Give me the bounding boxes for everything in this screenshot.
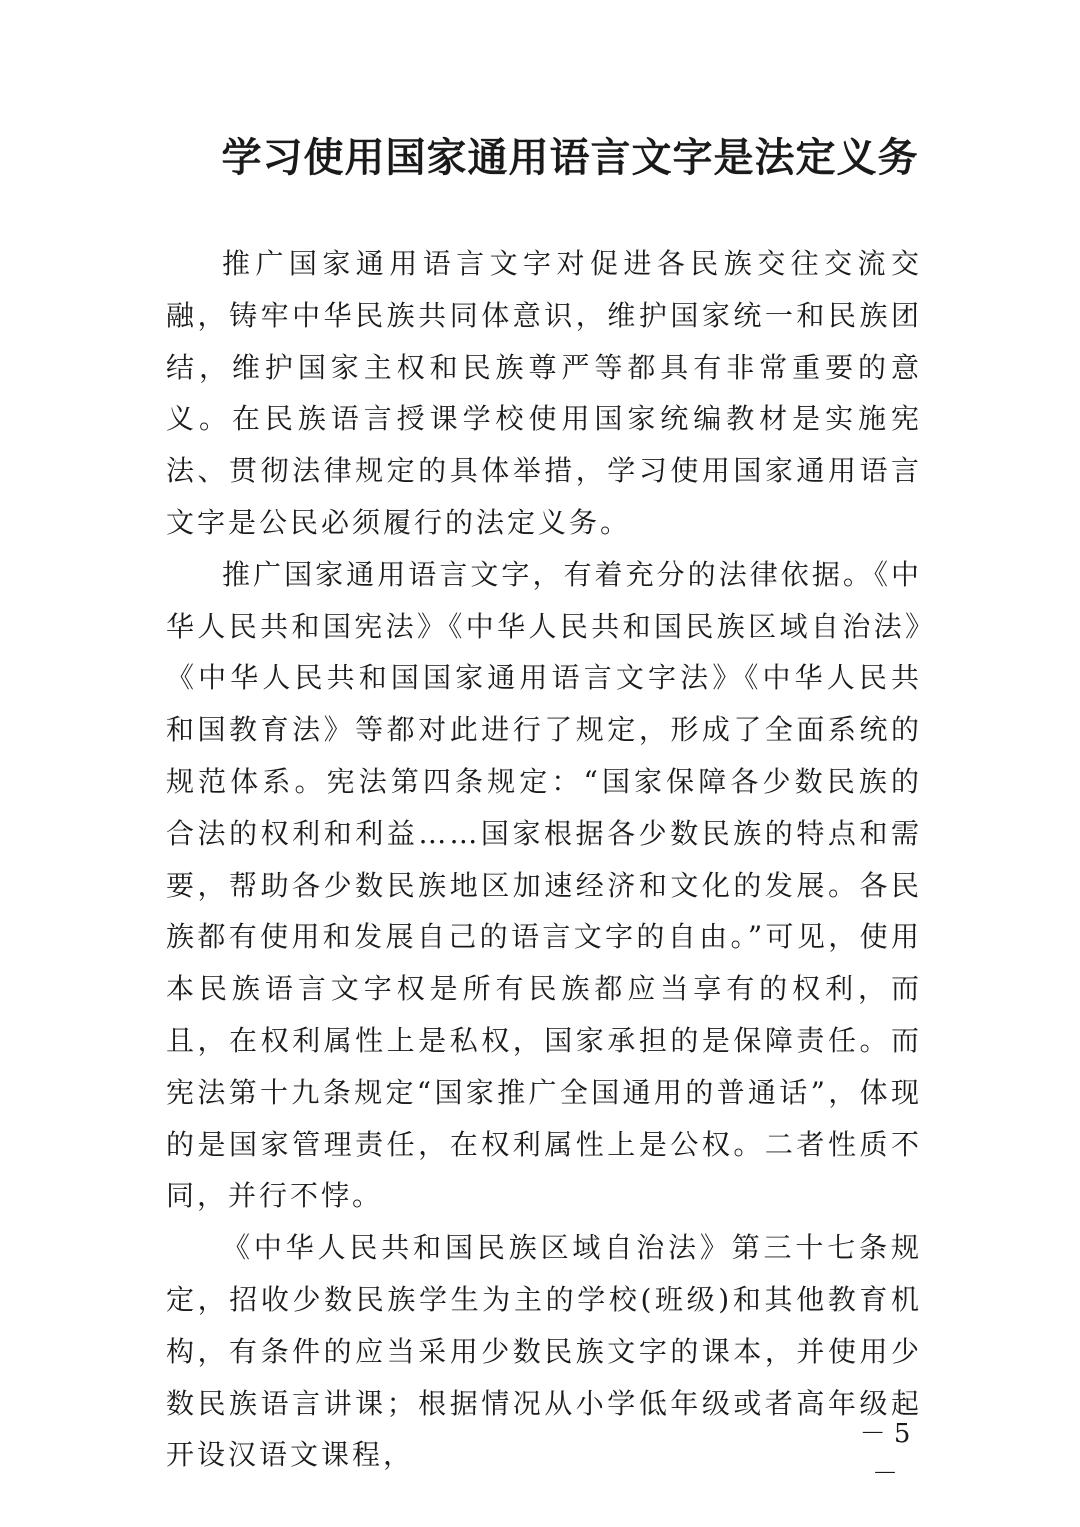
paragraph-3: 《中华人民共和国民族区域自治法》第三十七条规定，招收少数民族学生为主的学校(班级)和其他教育机构，有条件的应当采用少数民族文字的课本，并使用少数民族语言讲课；根据情况从小学低年级或者高年级起开设汉语文课程， xyxy=(166,1231,922,1472)
paragraph-1: 推广国家通用语言文字对促进各民族交往交流交融，铸牢中华民族共同体意识，维护国家统一和民族团结，维护国家主权和民族尊严等都具有非常重要的意义。在民族语言授课学校使用国家统编教材是实施宪法、贯彻法律规定的具体举措，学习使用国家通用语言文字是公民必须履行的法定义务。 xyxy=(166,247,922,539)
document-title: 学习使用国家通用语言文字是法定义务 xyxy=(221,134,919,181)
paragraph-2: 推广国家通用语言文字，有着充分的法律依据。《中华人民共和国宪法》《中华人民共和国民族区域自治法》《中华人民共和国国家通用语言文字法》《中华人民共和国教育法》等都对此进行了规定，形成了全面系统的规范体系。宪法第四条规定：“国家保障各少数民族的合法的权利和利益……国家根据各少数民族的特点和需要，帮助各少数民族地区加速经济和文化的发展。各民族都有使用和发展自己的语言文字的自由。”可见，使用本民族语言文字权是所有民族都应当享有的权利，而且，在权利属性上是私权，国家承担的是保障责任。而宪法第十九条规定“国家推广全国通用的普通话”，体现的是国家管理责任，在权利属性上是公权。二者性质不同，并行不悖。 xyxy=(166,557,922,1213)
page-number: － 5 － xyxy=(859,1419,911,1489)
document-body xyxy=(166,238,922,1481)
